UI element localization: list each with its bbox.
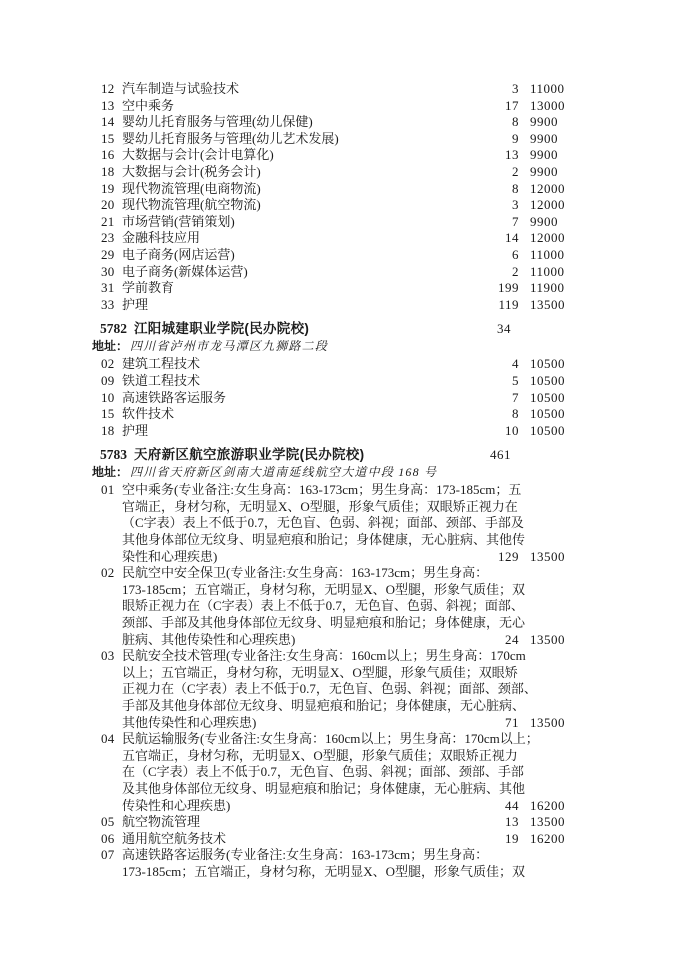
major-enrollment-count: 2 <box>512 263 519 279</box>
major-row <box>0 81 680 98</box>
address-value: 四川省天府新区剑南大道南延线航空大道中段 168 号 <box>130 465 438 480</box>
major-name <box>122 390 680 407</box>
major-tuition-fee: 13500 <box>530 631 565 647</box>
major-name <box>122 147 680 164</box>
major-tuition-fee: 10500 <box>530 422 565 438</box>
address-label: 地址： <box>92 465 129 480</box>
major-name-line: 173-185cm；五官端正，身材匀称，无明显X、O型腿，形象气质佳；双 <box>122 581 525 597</box>
school-code: 5783 <box>100 447 127 463</box>
major-row <box>0 648 680 731</box>
major-name <box>122 230 680 247</box>
major-code: 14 <box>101 114 115 130</box>
major-name-line: 五官端正，身材匀称，无明显X、O型腿，形象气质佳；双眼矫正视力 <box>122 747 518 763</box>
major-name <box>122 247 680 264</box>
major-row <box>0 181 680 198</box>
major-code: 03 <box>101 648 115 664</box>
major-name-line: 高速铁路客运服务(专业备注:女生身高：163-173cm；男生身高： <box>122 847 489 863</box>
major-row <box>0 356 680 373</box>
major-name-line: 民航运输服务(专业备注:女生身高：160cm以上；男生身高：170cm以上； <box>122 731 539 747</box>
major-row <box>0 197 680 214</box>
major-enrollment-count: 129 <box>498 548 519 564</box>
school-header <box>0 320 680 338</box>
major-tuition-fee: 11000 <box>530 263 565 279</box>
major-name-line: 护理 <box>122 296 149 312</box>
major-name-line: 现代物流管理(航空物流) <box>122 197 261 213</box>
major-tuition-fee: 10500 <box>530 389 565 405</box>
major-code: 06 <box>101 830 115 846</box>
major-code: 07 <box>101 847 115 863</box>
major-name-line: 大数据与会计(税务会计) <box>122 163 261 179</box>
major-enrollment-count: 19 <box>505 830 519 846</box>
major-name-line: 颈部、手部及其他身体部位无纹身、明显疤痕和胎记；身体健康，无心 <box>122 615 526 631</box>
major-enrollment-count: 2 <box>512 163 519 179</box>
major-rows <box>0 482 680 880</box>
major-name <box>122 197 680 214</box>
major-name-line: 铁道工程技术 <box>122 372 201 388</box>
major-name-line: 高速铁路客运服务 <box>122 389 227 405</box>
major-code: 04 <box>101 731 115 747</box>
major-code: 05 <box>101 814 115 830</box>
major-name-line: 眼矫正视力在（C字表）表上不低于0.7，无色盲、色弱、斜视；面部、 <box>122 598 524 614</box>
school-total-count: 461 <box>490 447 511 463</box>
major-code: 18 <box>101 422 115 438</box>
major-code: 18 <box>101 163 115 179</box>
major-name-line: 婴幼儿托育服务与管理(幼儿艺术发展) <box>122 130 339 146</box>
major-name-line: 民航空中安全保卫(专业备注:女生身高：163-173cm；男生身高： <box>122 565 489 581</box>
major-name-line: 软件技术 <box>122 406 175 422</box>
major-name-line: 以上；五官端正，身材匀称，无明显X、O型腿，形象气质佳；双眼矫 <box>122 664 518 680</box>
major-enrollment-count: 7 <box>512 389 519 405</box>
major-code: 15 <box>101 406 115 422</box>
major-code: 31 <box>101 280 115 296</box>
major-enrollment-count: 9 <box>512 130 519 146</box>
major-enrollment-count: 8 <box>512 406 519 422</box>
major-name <box>122 98 680 115</box>
major-tuition-fee: 9900 <box>530 213 558 229</box>
major-row <box>0 280 680 297</box>
major-tuition-fee: 12000 <box>530 180 565 196</box>
major-tuition-fee: 9900 <box>530 130 558 146</box>
major-name-line: 汽车制造与试验技术 <box>122 81 240 96</box>
major-name-line: 现代物流管理(电商物流) <box>122 180 261 196</box>
major-name-line: 学前教育 <box>122 280 175 296</box>
major-code: 33 <box>101 296 115 312</box>
major-row <box>0 847 680 880</box>
major-tuition-fee: 9900 <box>530 147 558 163</box>
major-code: 13 <box>101 97 115 113</box>
major-name-line: 金融科技应用 <box>122 230 201 246</box>
document-content <box>0 81 680 881</box>
major-enrollment-count: 8 <box>512 114 519 130</box>
address-value: 四川省泸州市龙马潭区九狮路二段 <box>130 339 329 354</box>
major-name <box>122 264 680 281</box>
major-row <box>0 831 680 848</box>
major-name-line: 大数据与会计(会计电算化) <box>122 147 274 163</box>
major-name <box>122 131 680 148</box>
major-enrollment-count: 13 <box>505 814 519 830</box>
major-name <box>122 181 680 198</box>
major-name <box>122 814 680 831</box>
major-enrollment-count: 71 <box>505 714 519 730</box>
major-name-line: 传染性和心理疾患) <box>122 797 231 813</box>
major-row <box>0 482 680 565</box>
major-row <box>0 230 680 247</box>
major-name-line: 在（C字表）表上不低于0.7，无色盲、色弱、斜视；面部、颈部、手部 <box>122 764 524 780</box>
major-code: 10 <box>101 389 115 405</box>
majors-continuation-section <box>0 81 680 313</box>
major-name-line: （C字表）表上不低于0.7，无色盲、色弱、斜视；面部、颈部、手部及 <box>122 515 524 531</box>
major-code: 23 <box>101 230 115 246</box>
major-name-line: 民航安全技术管理(专业备注:女生身高：160cm以上；男生身高：170cm <box>122 648 526 664</box>
major-code: 29 <box>101 246 115 262</box>
major-name <box>122 731 680 814</box>
major-enrollment-count: 6 <box>512 246 519 262</box>
major-name-line: 电子商务(网店运营) <box>122 246 235 262</box>
major-name <box>122 565 680 648</box>
major-enrollment-count: 7 <box>512 213 519 229</box>
major-tuition-fee: 13500 <box>530 296 565 312</box>
major-name <box>122 831 680 848</box>
major-code: 12 <box>101 81 115 96</box>
major-name-line: 护理 <box>122 422 149 438</box>
major-name <box>122 114 680 131</box>
major-row <box>0 814 680 831</box>
major-tuition-fee: 9900 <box>530 163 558 179</box>
major-row <box>0 98 680 115</box>
major-row <box>0 406 680 423</box>
major-tuition-fee: 9900 <box>530 114 558 130</box>
major-name <box>122 356 680 373</box>
major-tuition-fee: 10500 <box>530 406 565 422</box>
major-tuition-fee: 13500 <box>530 714 565 730</box>
major-row <box>0 247 680 264</box>
major-enrollment-count: 5 <box>512 372 519 388</box>
major-name <box>122 373 680 390</box>
major-name-line: 空中乘务 <box>122 97 175 113</box>
major-name-line: 市场营销(营销策划) <box>122 213 235 229</box>
major-row <box>0 565 680 648</box>
major-code: 01 <box>101 482 115 498</box>
major-tuition-fee: 11000 <box>530 81 565 96</box>
major-enrollment-count: 44 <box>505 797 519 813</box>
school-total-count: 34 <box>497 321 511 337</box>
major-code: 15 <box>101 130 115 146</box>
major-rows <box>0 356 680 439</box>
major-name <box>122 297 680 314</box>
major-enrollment-count: 14 <box>505 230 519 246</box>
major-row <box>0 264 680 281</box>
major-enrollment-count: 17 <box>505 97 519 113</box>
major-row <box>0 131 680 148</box>
major-enrollment-count: 199 <box>498 280 519 296</box>
major-name <box>122 164 680 181</box>
major-enrollment-count: 24 <box>505 631 519 647</box>
major-rows <box>0 81 680 313</box>
major-code: 16 <box>101 147 115 163</box>
major-name-line: 通用航空航务技术 <box>122 830 227 846</box>
major-enrollment-count: 3 <box>512 197 519 213</box>
major-name-line: 其他身体部位无纹身、明显疤痕和胎记；身体健康，无心脏病、其他传 <box>122 532 526 548</box>
major-name <box>122 81 680 98</box>
major-tuition-fee: 13000 <box>530 97 565 113</box>
major-code: 19 <box>101 180 115 196</box>
major-name <box>122 406 680 423</box>
major-enrollment-count: 4 <box>512 356 519 372</box>
major-name-line: 航空物流管理 <box>122 814 201 830</box>
major-name <box>122 482 680 565</box>
school-code: 5782 <box>100 321 127 337</box>
major-tuition-fee: 11000 <box>530 246 565 262</box>
major-row <box>0 164 680 181</box>
major-row <box>0 390 680 407</box>
major-row <box>0 114 680 131</box>
address-label: 地址： <box>92 339 129 354</box>
school-section <box>0 446 680 880</box>
major-row <box>0 147 680 164</box>
major-name <box>122 214 680 231</box>
major-name-line: 电子商务(新媒体运营) <box>122 263 248 279</box>
major-name-line: 染性和心理疾患) <box>122 548 218 564</box>
major-name-line: 及其他身体部位无纹身、明显疤痕和胎记；身体健康，无心脏病、其他 <box>122 780 526 796</box>
major-row <box>0 297 680 314</box>
major-row <box>0 731 680 814</box>
school-address <box>0 464 680 480</box>
major-code: 30 <box>101 263 115 279</box>
major-code: 02 <box>101 565 115 581</box>
major-name-line: 建筑工程技术 <box>122 356 201 372</box>
major-name <box>122 648 680 731</box>
major-name-line: 正视力在（C字表）表上不低于0.7，无色盲、色弱、斜视；面部、颈部、 <box>122 681 537 697</box>
major-enrollment-count: 3 <box>512 81 519 96</box>
major-name-line: 其他传染性和心理疾患) <box>122 714 257 730</box>
major-row <box>0 214 680 231</box>
major-name-line: 空中乘务(专业备注:女生身高：163-173cm；男生身高：173-185cm；五 <box>122 482 522 498</box>
major-tuition-fee: 12000 <box>530 197 565 213</box>
school-header <box>0 446 680 464</box>
school-name: 天府新区航空旅游职业学院(民办院校) <box>134 447 365 463</box>
major-code: 09 <box>101 372 115 388</box>
major-tuition-fee: 13500 <box>530 548 565 564</box>
major-name-line: 官端正，身材匀称，无明显X、O型腿，形象气质佳；双眼矫正视力在 <box>122 498 518 514</box>
major-code: 02 <box>101 356 115 372</box>
major-tuition-fee: 10500 <box>530 372 565 388</box>
major-enrollment-count: 8 <box>512 180 519 196</box>
major-name <box>122 847 680 880</box>
major-tuition-fee: 12000 <box>530 230 565 246</box>
major-name-line: 手部及其他身体部位无纹身、明显疤痕和胎记；身体健康，无心脏病、 <box>122 698 526 713</box>
major-code: 20 <box>101 197 115 213</box>
major-tuition-fee: 16200 <box>530 830 565 846</box>
major-row <box>0 423 680 440</box>
major-name-line: 脏病、其他传染性和心理疾患) <box>122 631 296 647</box>
major-name <box>122 423 680 440</box>
major-enrollment-count: 10 <box>505 422 519 438</box>
major-code: 21 <box>101 213 115 229</box>
major-enrollment-count: 13 <box>505 147 519 163</box>
major-tuition-fee: 13500 <box>530 814 565 830</box>
major-enrollment-count: 119 <box>498 296 519 312</box>
major-name <box>122 280 680 297</box>
major-tuition-fee: 16200 <box>530 797 565 813</box>
school-address <box>0 338 680 354</box>
school-name: 江阳城建职业学院(民办院校) <box>134 321 310 337</box>
major-tuition-fee: 10500 <box>530 356 565 372</box>
major-name-line: 173-185cm；五官端正，身材匀称，无明显X、O型腿，形象气质佳；双 <box>122 863 525 879</box>
major-row <box>0 373 680 390</box>
major-name-line: 婴幼儿托育服务与管理(幼儿保健) <box>122 114 313 130</box>
school-section <box>0 320 680 439</box>
major-tuition-fee: 11900 <box>530 280 565 296</box>
